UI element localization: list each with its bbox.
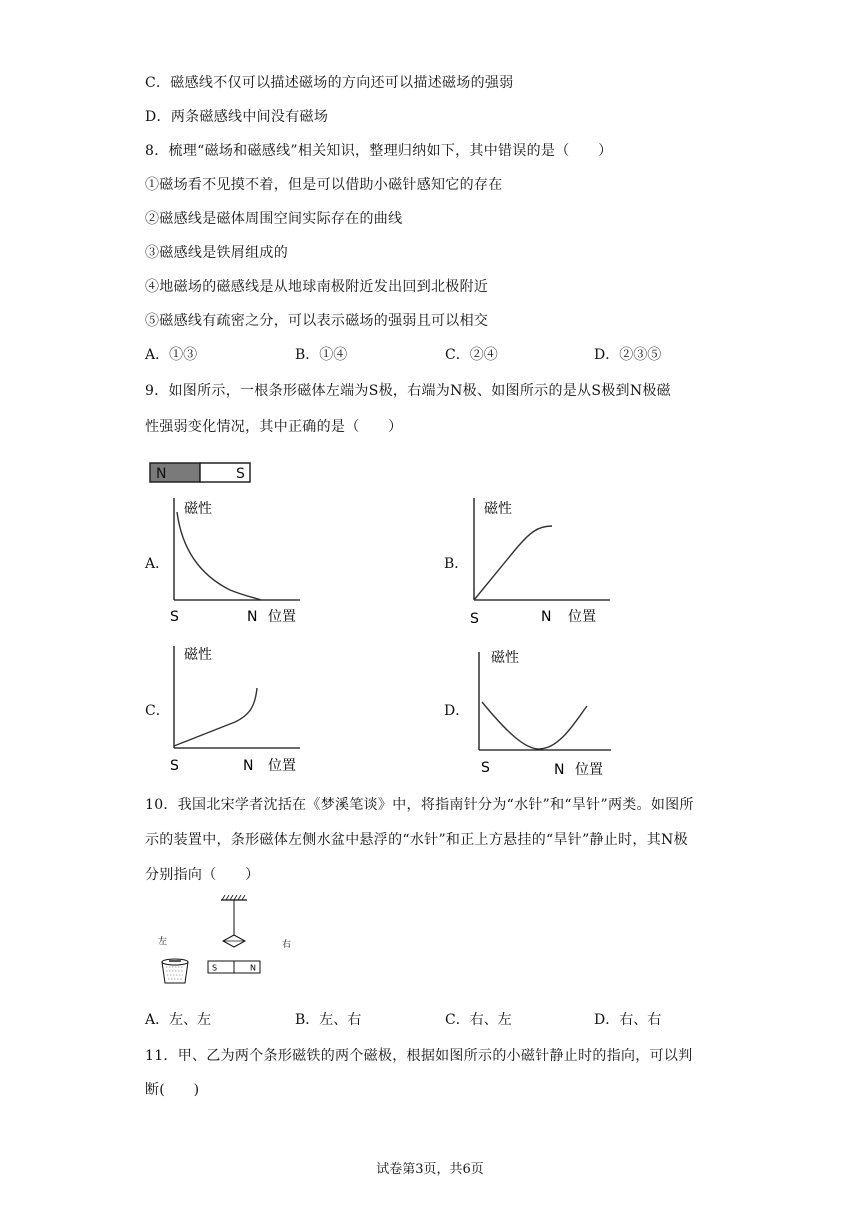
statement-2: ②磁感线是磁体周围空间实际存在的曲线 bbox=[145, 211, 403, 227]
n-label: N bbox=[243, 758, 254, 774]
q10-option-b[interactable]: B．左、右 bbox=[295, 1012, 362, 1028]
q8-option-b[interactable]: B．①④ bbox=[295, 347, 348, 363]
q9-option-a-label[interactable]: A． bbox=[145, 556, 170, 572]
curve-a bbox=[177, 512, 261, 600]
q10-option-a[interactable]: A．左、左 bbox=[145, 1012, 212, 1028]
n-label: N bbox=[247, 609, 258, 625]
q8-option-a[interactable]: A．①③ bbox=[145, 347, 198, 363]
n-label: N bbox=[554, 762, 565, 778]
q9-option-b-label[interactable]: B． bbox=[444, 556, 469, 572]
page-footer: 试卷第3页，共6页 bbox=[376, 1162, 484, 1177]
y-axis-label: 磁性 bbox=[484, 501, 512, 517]
statement-5: ⑤磁感线有疏密之分，可以表示磁场的强弱且可以相交 bbox=[145, 313, 489, 329]
q10-option-d[interactable]: D．右、右 bbox=[594, 1012, 662, 1028]
curve-c bbox=[174, 688, 257, 746]
magnet-n-label: N bbox=[156, 466, 167, 482]
compass-apparatus-figure bbox=[150, 895, 300, 990]
x-axis-label: 位置 bbox=[568, 609, 596, 625]
magnet-s: S bbox=[212, 963, 218, 973]
s-label: S bbox=[170, 758, 179, 774]
line-option-d: D．两条磁感线中间没有磁场 bbox=[145, 109, 329, 125]
statement-1: ①磁场看不见摸不着，但是可以借助小磁针感知它的存在 bbox=[145, 177, 503, 193]
line-option-c: C．磁感线不仅可以描述磁场的方向还可以描述磁场的强弱 bbox=[145, 75, 514, 91]
n-label: N bbox=[541, 609, 552, 625]
question-9-line-2: 性强弱变化情况，其中正确的是（ ） bbox=[145, 419, 403, 435]
y-axis-label: 磁性 bbox=[184, 647, 212, 663]
question-10-line-2: 示的装置中，条形磁体左侧水盆中悬浮的“水针”和正上方悬挂的“旱针”静止时，其N极 bbox=[145, 832, 688, 848]
s-label: S bbox=[170, 609, 179, 625]
right-label: 右 bbox=[282, 940, 292, 950]
q10-option-c[interactable]: C．右、左 bbox=[445, 1012, 512, 1028]
y-axis-label: 磁性 bbox=[184, 501, 212, 517]
left-label: 左 bbox=[158, 937, 168, 947]
magnet-s-label: S bbox=[236, 466, 245, 482]
question-10-line-1: 10．我国北宋学者沈括在《梦溪笔谈》中，将指南针分为“水针”和“旱针”两类。如图所 bbox=[145, 797, 694, 813]
statement-3: ③磁感线是铁屑组成的 bbox=[145, 245, 288, 261]
graph-d[interactable] bbox=[465, 640, 620, 782]
question-10-line-3: 分别指向（ ） bbox=[145, 867, 260, 883]
question-8: 8．梳理“磁场和磁感线”相关知识，整理归纳如下，其中错误的是（ ） bbox=[145, 143, 613, 159]
graph-c[interactable] bbox=[160, 636, 310, 778]
q8-option-d[interactable]: D．②③⑤ bbox=[594, 347, 662, 363]
bar-magnet-figure bbox=[148, 460, 254, 486]
curve-b bbox=[474, 526, 552, 600]
magnet-n: N bbox=[250, 963, 256, 973]
question-11-line-2: 断( ) bbox=[145, 1082, 200, 1098]
s-label: S bbox=[481, 760, 490, 776]
y-axis-label: 磁性 bbox=[491, 650, 519, 666]
question-9-line-1: 9．如图所示，一根条形磁体左端为S极，右端为N极、如图所示的是从S极到N极磁 bbox=[145, 383, 671, 399]
x-axis-label: 位置 bbox=[268, 758, 296, 774]
q8-option-c[interactable]: C．②④ bbox=[445, 347, 498, 363]
graph-b[interactable] bbox=[460, 490, 620, 635]
graph-a[interactable] bbox=[160, 490, 310, 630]
q9-option-d-label[interactable]: D． bbox=[444, 703, 470, 719]
x-axis-label: 位置 bbox=[575, 762, 603, 778]
q9-option-c-label[interactable]: C． bbox=[145, 703, 170, 719]
x-axis-label: 位置 bbox=[268, 609, 296, 625]
question-11-line-1: 11．甲、乙为两个条形磁铁的两个磁极，根据如图所示的小磁针静止时的指向，可以判 bbox=[145, 1048, 693, 1064]
s-label: S bbox=[470, 611, 479, 627]
curve-d bbox=[482, 702, 587, 749]
statement-4: ④地磁场的磁感线是从地球南极附近发出回到北极附近 bbox=[145, 279, 489, 295]
